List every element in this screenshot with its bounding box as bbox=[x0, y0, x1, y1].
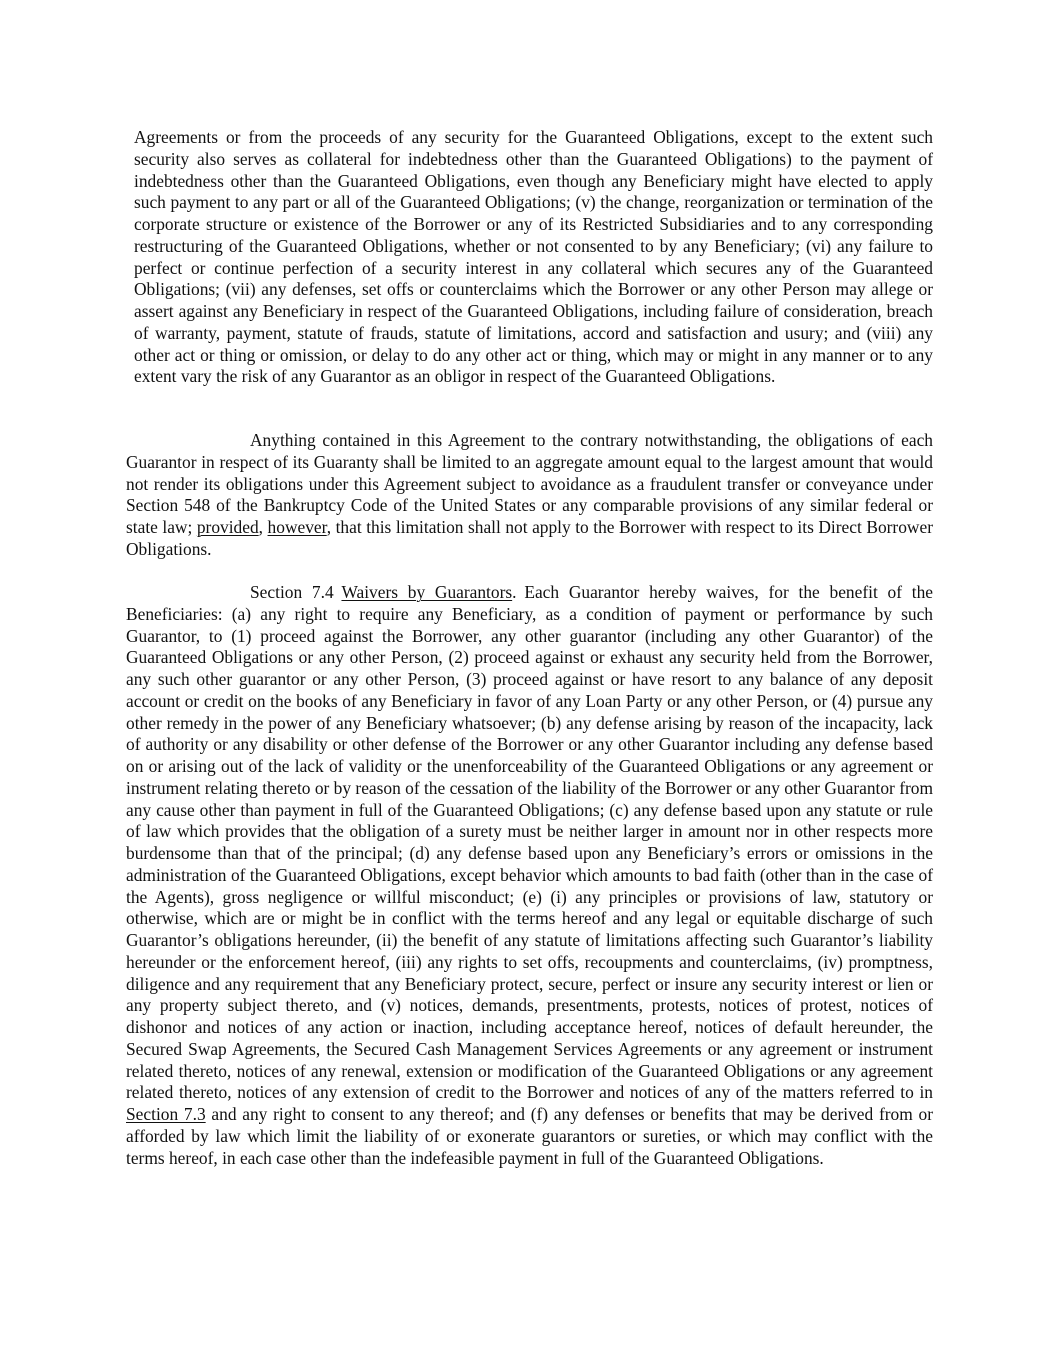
limitation-text-end: , that this limitation shall not apply to the Borrower with respect to its Direct Borrower Obligations. bbox=[126, 517, 933, 559]
paragraph-guaranty-limitation bbox=[126, 430, 933, 561]
comma-separator: , bbox=[258, 517, 268, 537]
section-number: Section 7.4 bbox=[250, 582, 334, 602]
section-7-4-waivers bbox=[126, 582, 933, 1169]
paragraph-guaranty-continuation: Agreements or from the proceeds of any security for the Guaranteed Obligations, except to the extent such security also serves as collateral for indebtedness other than the Guaranteed Obligations) to the payment of indebtedness other than the Guaranteed Obligations, even though any Beneficiary might have elected to apply such payment to any part or all of the Guaranteed Obligations; (v) the change, reorganization or termination of the corporate structure or existence of the Borrower or any of its Restricted Subsidiaries and to any corresponding restructuring of the Guaranteed Obligations, whether or not consented to by any Beneficiary; (vi) any failure to perfect or continue perfection of a security interest in any collateral which secures any of the Guaranteed Obligations; (vii) any defenses, set offs or counterclaims which the Borrower or any other Person may allege or assert against any Beneficiary in respect of the Guaranteed Obligations, including failure of consideration, breach of warranty, payment, statute of frauds, statute of limitations, accord and satisfaction and usury; and (viii) any other act or thing or omission, or delay to do any other act or thing, which may or might in any manner or to any extent vary the risk of any Guarantor as an obligor in respect of the Guaranteed Obligations. bbox=[134, 127, 933, 387]
limitation-text-start: Anything contained in this Agreement to the contrary notwithstanding, the obligations of each Guarantor in respect of its Guaranty shall be limited to an aggregate amount equal to the largest amount that would not render its obligations under this Agreement subject to avoidance as a fraudulent transfer or conveyance under Section 548 of the Bankruptcy Code of the United States or any comparable provisions of any similar federal or state law; bbox=[126, 430, 933, 537]
waivers-text-start: Each Guarantor hereby waives, for the benefit of the Beneficiaries: (a) any right to require any Beneficiary, as a condition of payment or performance by such Guarantor, to (1) proceed against the Borrower, any other guarantor (including any other Guarantor) of the Guaranteed Obligations or any other Person, (2) proceed against or exhaust any security held from the Borrower, any such other guarantor or any other Person, (3) proceed against or have resort to any balance of any deposit account or credit on the books of any Beneficiary in favor of any Loan Party or any other Person, or (4) pursue any other remedy in the power of any Beneficiary whatsoever; (b) any defense arising by reason of the incapacity, lack of authority or any disability or other defense of the Borrower or any other Guarantor including any defense based on or arising out of the lack of validity or the unenforceability of the Guaranteed Obligations or any agreement or instrument relating thereto or by reason of the cessation of the liability of the Borrower or any other Guarantor from any cause other than payment in full of the Guaranteed Obligations; (c) any defense based upon any statute or rule of law which provides that the obligation of a surety must be neither larger in amount nor in other respects more burdensome than that of the principal; (d) any defense based upon any Beneficiary’s errors or omissions in the administration of the Guaranteed Obligations, except behavior which amounts to bad faith (other than in the case of the Agents), gross negligence or willful misconduct; (e) (i) any principles or provisions of law, statutory or otherwise, which are or might be in conflict with the terms hereof and any legal or equitable discharge of such Guarantor’s obligations hereunder, (ii) the benefit of any statute of limitations affecting such Guarantor’s liability hereunder or the enforcement hereof, (iii) any rights to set offs, recoupments and counterclaims, (iv) promptness, diligence and any requirement that any Beneficiary protect, secure, perfect or insure any security interest or lien or any property subject thereto, and (v) notices, demands, presentments, protests, notices of protest, notices of dishonor and notices of any action or inaction, including acceptance hereof, notices of default hereunder, the Secured Swap Agreements, the Secured Cash Management Services Agreements or any agreement or instrument related thereto, notices of any renewal, extension or modification of the Guaranteed Obligations or any agreement related thereto, notices of any extension of credit to the Borrower and notices of any of the matters referred to in bbox=[126, 582, 933, 1103]
section-heading: Waivers by Guarantors bbox=[341, 582, 513, 602]
section-7-3-reference: Section 7.3 bbox=[126, 1104, 206, 1124]
however-term: however bbox=[267, 517, 327, 537]
provided-term: provided bbox=[196, 517, 259, 537]
waivers-text-end: and any right to consent to any thereof; and (f) any defenses or benefits that may be derived from or afforded by law which limit the liability of or exonerate guarantors or sureties, or which may conflict with the terms hereof, in each case other than the indefeasible payment in full of the Guaranteed Obligations. bbox=[126, 1104, 933, 1168]
heading-period: . bbox=[512, 582, 517, 602]
